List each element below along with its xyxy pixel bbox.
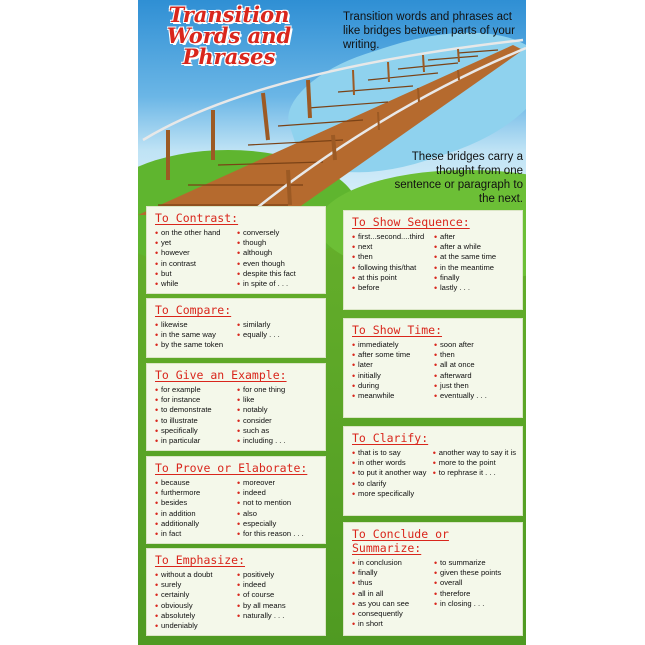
phrase-item: • afterward [434,371,516,381]
heading-emphasize: To Emphasize: [155,553,246,567]
phrase-item: • to put it another way [352,468,433,478]
phrase-item: • at this point [352,273,434,283]
phrase-item: • following this/that [352,263,434,273]
phrase-item: • such as [237,426,319,436]
phrase-item: • as you can see [352,599,434,609]
phrase-item: • another way to say it is [433,448,516,458]
phrase-item: • to summarize [434,558,516,568]
phrase-item: • after a while [434,242,516,252]
phrase-item: • in the meantime [434,263,516,273]
phrase-item: • for instance [155,395,237,405]
phrase-item: • eventually . . . [434,391,516,401]
phrase-list [237,478,319,539]
phrase-item: • consider [237,416,319,426]
phrase-list [155,570,237,631]
phrase-item: • in particular [155,436,237,446]
phrase-item: • because [155,478,237,488]
phrase-item: • for this reason . . . [237,529,319,539]
phrase-item: • in conclusion [352,558,434,568]
phrase-list [237,228,319,289]
phrase-item: • undeniably [155,621,237,631]
phrase-item: • despite this fact [237,269,319,279]
phrase-item: • by the same token [155,340,237,350]
phrase-item: • during [352,381,434,391]
phrase-item: • thus [352,578,434,588]
phrase-item: • by all means [237,601,319,611]
panel-clarify [343,426,523,516]
phrase-item: • while [155,279,237,289]
phrase-item: • at the same time [434,252,516,262]
heading-time: To Show Time: [352,323,443,337]
phrase-item: • specifically [155,426,237,436]
phrase-item: • besides [155,498,237,508]
poster [138,0,526,645]
phrase-item: • all in all [352,589,434,599]
phrase-item: • to demonstrate [155,405,237,415]
phrase-list [352,448,433,499]
heading-compare: To Compare: [155,303,232,317]
phrase-item: • without a doubt [155,570,237,580]
panel-contrast [146,206,326,294]
phrase-item: • after [434,232,516,242]
phrase-item: • then [434,350,516,360]
phrase-item: • additionally [155,519,237,529]
phrase-list [433,448,516,479]
phrase-item: • overall [434,578,516,588]
title-line-1: Transition [168,2,290,27]
phrase-list [155,385,237,446]
phrase-item: • though [237,238,319,248]
phrase-list [155,478,237,539]
heading-example: To Give an Example: [155,368,287,382]
phrase-item: • in other words [352,458,433,468]
phrase-item: • then [352,252,434,262]
phrase-item: • therefore [434,589,516,599]
phrase-item: • including . . . [237,436,319,446]
phrase-item: • however [155,248,237,258]
phrase-item: • to illustrate [155,416,237,426]
phrase-item: • in the same way [155,330,237,340]
title-line-2: Words and [166,23,292,48]
phrase-item: • conversely [237,228,319,238]
phrase-item: • surely [155,580,237,590]
panel-compare [146,298,326,358]
phrase-list [352,232,434,293]
phrase-item: • although [237,248,319,258]
phrase-item: • immediately [352,340,434,350]
phrase-item: • equally . . . [237,330,319,340]
phrase-item: • indeed [237,488,319,498]
phrase-item: • finally [434,273,516,283]
phrase-item: • indeed [237,580,319,590]
panel-time [343,318,523,418]
phrase-item: • for one thing [237,385,319,395]
phrase-item: • for example [155,385,237,395]
phrase-item: • on the other hand [155,228,237,238]
phrase-item: • furthermore [155,488,237,498]
phrase-item: • more specifically [352,489,433,499]
phrase-item: • finally [352,568,434,578]
phrase-list [434,232,516,293]
phrase-list [434,340,516,401]
phrase-item: • but [155,269,237,279]
phrase-item: • not to mention [237,498,319,508]
phrase-item: • in addition [155,509,237,519]
poster-title [144,4,314,67]
phrase-item: • meanwhile [352,391,434,401]
phrase-item: • naturally . . . [237,611,319,621]
phrase-item: • just then [434,381,516,391]
heading-contrast: To Contrast: [155,211,239,225]
phrase-item: • first...second....third [352,232,434,242]
phrase-item: • obviously [155,601,237,611]
panel-sequence [343,210,523,310]
phrase-item: • of course [237,590,319,600]
panel-elaborate [146,456,326,544]
phrase-list [434,558,516,609]
phrase-item: • like [237,395,319,405]
phrase-item: • even though [237,259,319,269]
phrase-item: • that is to say [352,448,433,458]
panel-conclude [343,522,523,636]
phrase-item: • next [352,242,434,252]
phrase-item: • soon after [434,340,516,350]
title-line-3: Phrases [182,44,276,69]
panel-emphasize [146,548,326,636]
phrase-item: • notably [237,405,319,415]
phrase-item: • positively [237,570,319,580]
phrase-item: • in fact [155,529,237,539]
phrase-list [237,570,319,621]
phrase-item: • consequently [352,609,434,619]
phrase-list [155,228,237,289]
phrase-item: • later [352,360,434,370]
phrase-item: • especially [237,519,319,529]
phrase-list [237,320,319,340]
intro-text: Transition words and phrases act like bridges between parts of your writing. [343,11,515,51]
heading-sequence: To Show Sequence: [352,215,470,229]
phrase-list [352,340,434,401]
phrase-item: • before [352,283,434,293]
phrase-item: • after some time [352,350,434,360]
phrase-item: • initially [352,371,434,381]
phrase-item: • more to the point [433,458,516,468]
phrase-item: • absolutely [155,611,237,621]
phrase-item: • moreover [237,478,319,488]
phrase-item: • to rephrase it . . . [433,468,516,478]
heading-conclude: To Conclude or Summarize: [352,527,449,555]
phrase-list [352,558,434,629]
phrase-item: • given these points [434,568,516,578]
phrase-list [237,385,319,446]
phrase-item: • in spite of . . . [237,279,319,289]
heading-clarify: To Clarify: [352,431,429,445]
phrase-item: • likewise [155,320,237,330]
heading-elaborate: To Prove or Elaborate: [155,461,308,475]
phrase-item: • also [237,509,319,519]
phrase-item: • in short [352,619,434,629]
phrase-item: • lastly . . . [434,283,516,293]
phrase-item: • certainly [155,590,237,600]
phrase-list [155,320,237,351]
phrase-item: • yet [155,238,237,248]
panel-example [146,363,326,451]
phrase-item: • to clarify [352,479,433,489]
phrase-item: • in closing . . . [434,599,516,609]
bridge-caption: These bridges carry a thought from one sentence or paragraph to the next. [394,151,523,205]
phrase-item: • all at once [434,360,516,370]
phrase-item: • in contrast [155,259,237,269]
phrase-item: • similarly [237,320,319,330]
